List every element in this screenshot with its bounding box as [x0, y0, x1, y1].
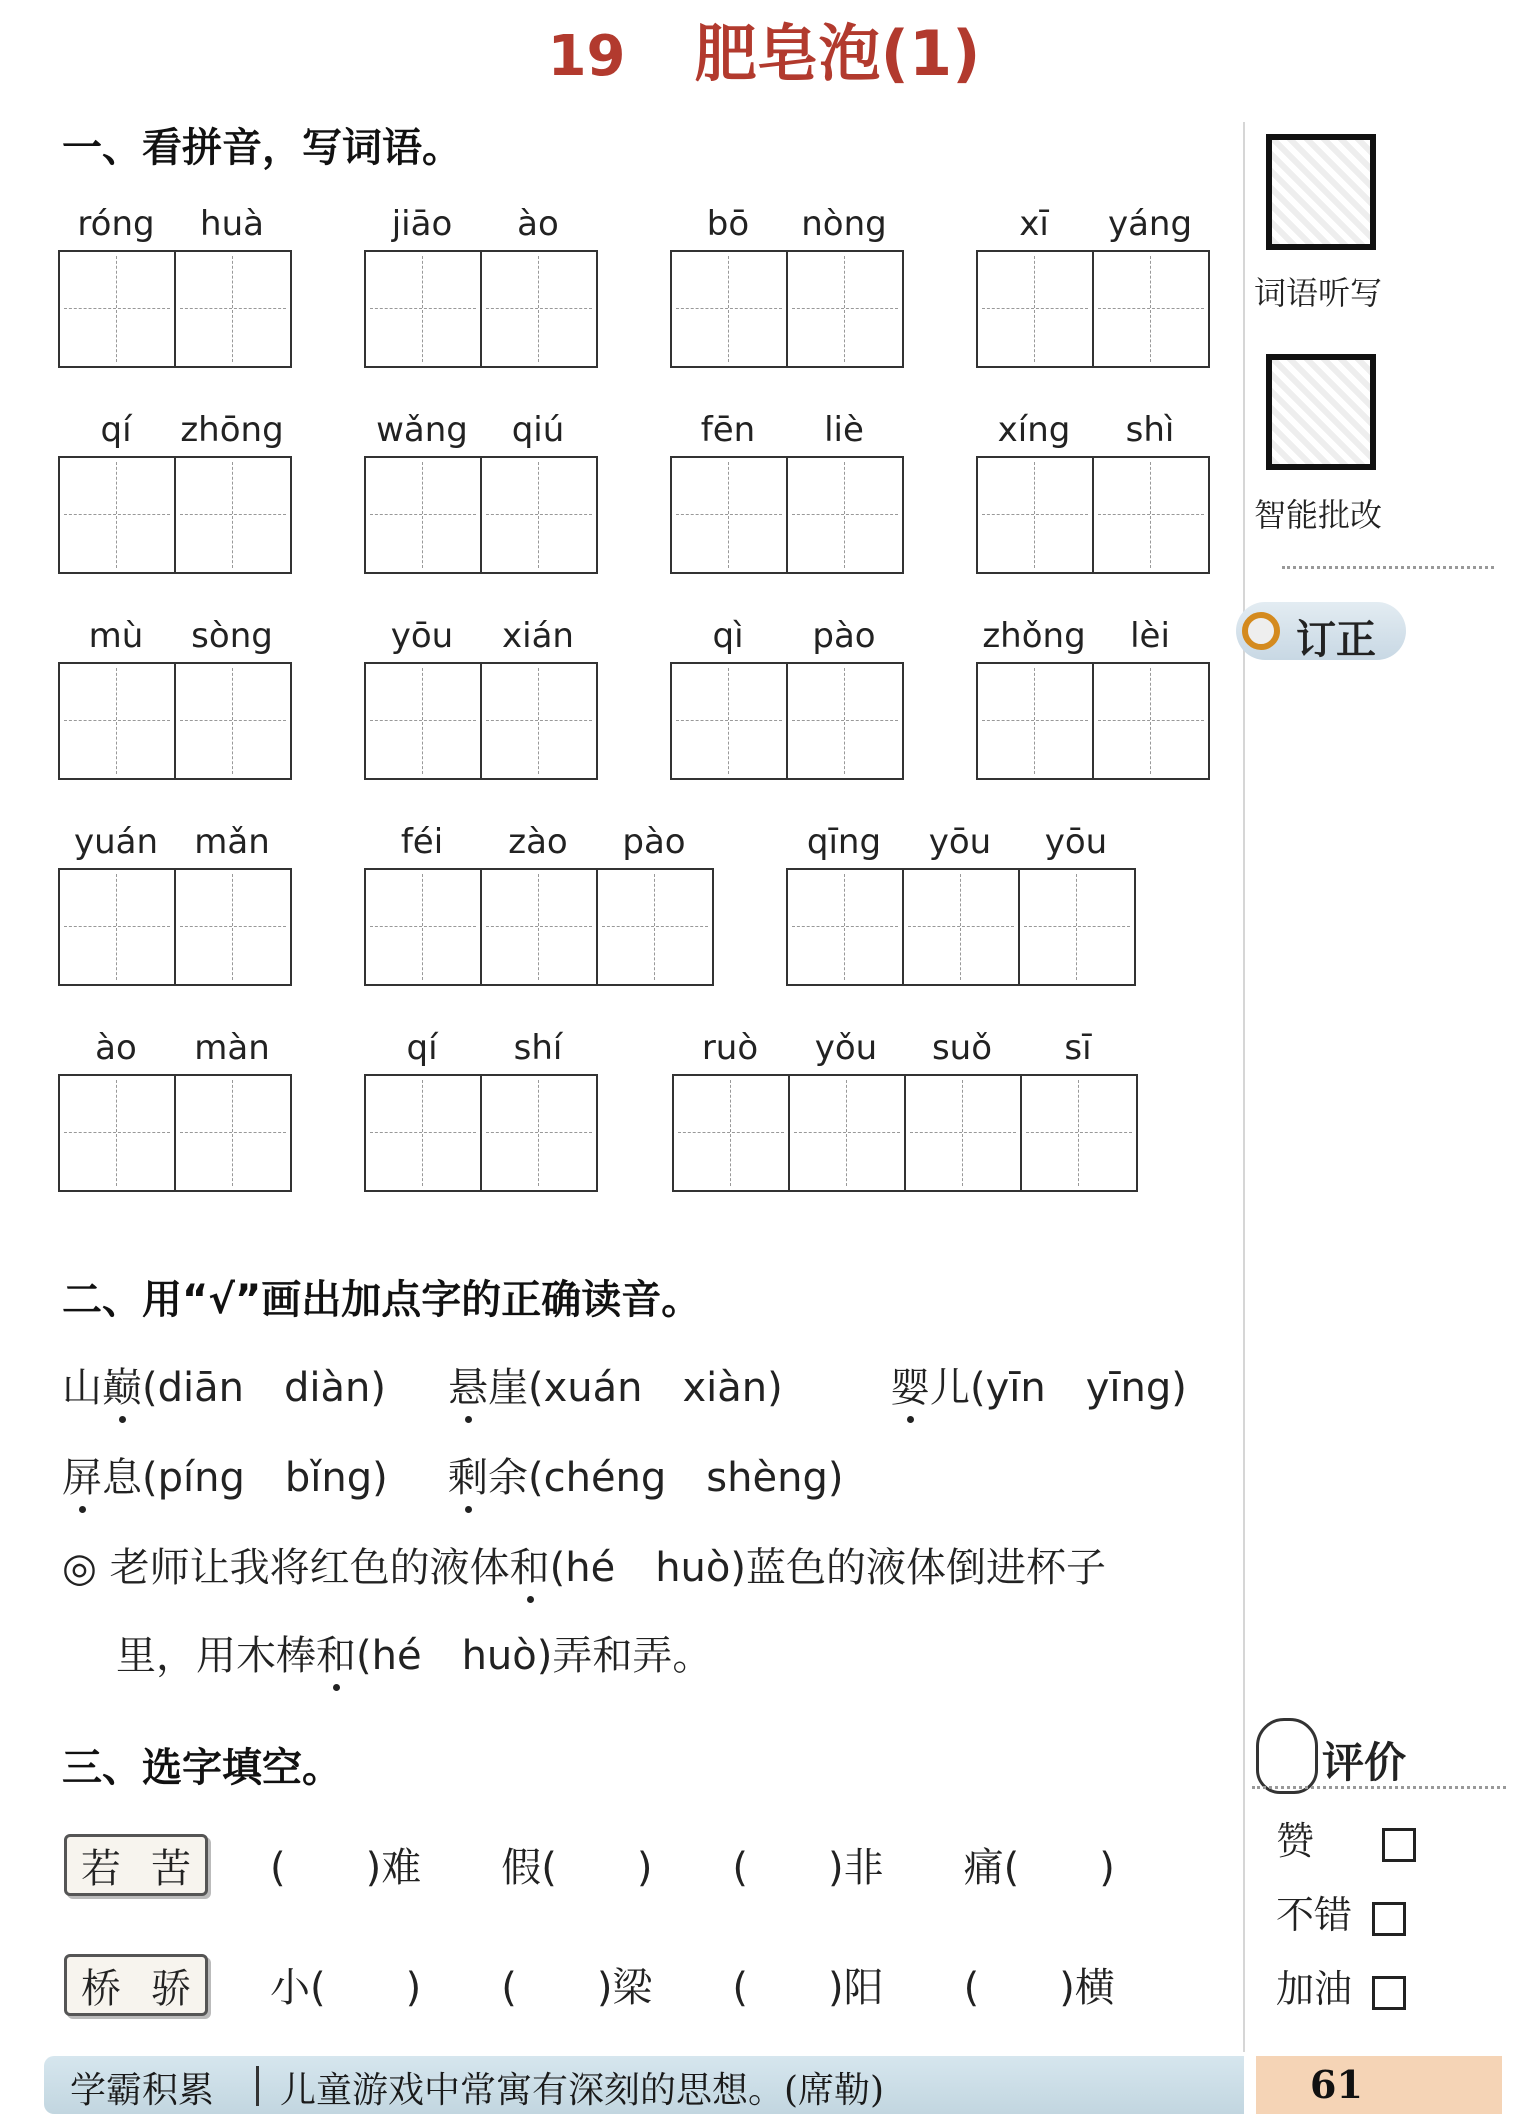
rabbit-icon — [1256, 1718, 1318, 1794]
writing-grid — [670, 662, 904, 780]
writing-grid — [672, 1074, 1138, 1192]
writing-cell[interactable] — [482, 870, 598, 984]
pinyin-label: qí — [100, 410, 132, 450]
pinyin-label: zào — [508, 822, 568, 862]
writing-cell[interactable] — [482, 1076, 596, 1190]
pinyin-label: yuán — [73, 822, 159, 862]
sidebar-dotted-divider — [1282, 566, 1494, 569]
pinyin-label: màn — [194, 1028, 270, 1068]
evaluation-item-good[interactable]: 不错 — [1276, 1884, 1406, 1939]
lesson-title: 肥皂泡(1) — [694, 17, 981, 90]
pinyin-label: shì — [1125, 410, 1175, 450]
writing-cell[interactable] — [978, 664, 1094, 778]
qr-code-icon[interactable] — [1266, 354, 1376, 470]
pinyin-label: liè — [824, 410, 864, 450]
pinyin-label: yōu — [390, 616, 454, 656]
evaluation-item-excellent[interactable]: 赞 — [1276, 1810, 1416, 1865]
pinyin-label: mù — [88, 616, 144, 656]
lesson-number: 19 — [547, 24, 626, 89]
pinyin-label: féi — [400, 822, 444, 862]
pinyin-label: zhǒng — [982, 616, 1086, 656]
writing-grid — [58, 662, 292, 780]
correction-label: 订正 — [1296, 616, 1376, 663]
footer-separator — [256, 2066, 259, 2106]
reading-item-5[interactable]: 剩余(chéng shèng) — [448, 1446, 843, 1503]
writing-grid — [976, 456, 1210, 574]
writing-grid — [364, 868, 714, 986]
writing-grid — [670, 250, 904, 368]
section1-heading: 一、看拼音，写词语。 — [62, 125, 462, 171]
writing-cell[interactable] — [366, 458, 482, 572]
writing-cell[interactable] — [788, 870, 904, 984]
writing-cell[interactable] — [176, 1076, 290, 1190]
qr2-label: 智能批改 — [1254, 496, 1383, 534]
pinyin-label: lèi — [1130, 616, 1170, 656]
pinyin-label: yōu — [928, 822, 992, 862]
writing-grid — [670, 456, 904, 574]
pinyin-label: ào — [95, 1028, 137, 1068]
reading-item-2[interactable]: 悬崖(xuán xiàn) — [448, 1356, 783, 1413]
pinyin-label: nòng — [801, 204, 887, 244]
pinyin-label: qiú — [511, 410, 565, 450]
pinyin-label: yǒu — [814, 1028, 878, 1068]
reading-item-4[interactable]: 屏息(píng bǐng) — [62, 1446, 388, 1503]
section3-heading: 三、选字填空。 — [62, 1745, 342, 1791]
writing-cell[interactable] — [906, 1076, 1022, 1190]
writing-cell[interactable] — [978, 252, 1094, 366]
fill-blank-row-1[interactable]: ( )难 假( ) ( )非 痛( ) — [270, 1845, 1115, 1891]
writing-cell[interactable] — [60, 1076, 176, 1190]
writing-grid — [364, 662, 598, 780]
writing-grid — [364, 250, 598, 368]
writing-cell[interactable] — [672, 458, 788, 572]
writing-grid — [364, 1074, 598, 1192]
footer-label: 学霸积累 — [70, 2070, 215, 2111]
pinyin-label: ào — [517, 204, 559, 244]
writing-cell[interactable] — [904, 870, 1020, 984]
page-number-box — [1256, 2056, 1502, 2114]
pinyin-label: jiāo — [391, 204, 453, 244]
pinyin-label: yáng — [1107, 204, 1193, 244]
pinyin-label: pào — [812, 616, 876, 656]
pinyin-label: suǒ — [931, 1028, 993, 1068]
evaluation-item-keep-going[interactable]: 加油 — [1276, 1958, 1406, 2013]
writing-cell[interactable] — [788, 664, 902, 778]
writing-cell[interactable] — [366, 870, 482, 984]
writing-cell[interactable] — [978, 458, 1094, 572]
writing-cell[interactable] — [788, 458, 902, 572]
pinyin-label: huà — [200, 204, 264, 244]
reading-item-1[interactable]: 山巅(diān diàn) — [62, 1356, 386, 1413]
fill-blank-row-2[interactable]: 小( ) ( )梁 ( )阳 ( )横 — [270, 1965, 1115, 2011]
writing-cell[interactable] — [60, 458, 176, 572]
writing-cell[interactable] — [790, 1076, 906, 1190]
pinyin-label: xī — [1019, 204, 1049, 244]
pinyin-label: pào — [622, 822, 686, 862]
writing-cell[interactable] — [672, 252, 788, 366]
pinyin-label: xián — [502, 616, 574, 656]
pinyin-label: sī — [1064, 1028, 1092, 1068]
writing-cell[interactable] — [1094, 458, 1208, 572]
footer-quote: 儿童游戏中常寓有深刻的思想。(席勒) — [280, 2070, 885, 2111]
checkbox-icon — [1382, 1828, 1416, 1862]
writing-cell[interactable] — [60, 870, 176, 984]
char-choice-tag-1: 若 苦 — [64, 1834, 208, 1896]
checkbox-icon — [1372, 1902, 1406, 1936]
pinyin-label: róng — [77, 204, 155, 244]
writing-grid — [58, 1074, 292, 1192]
pinyin-label: zhōng — [180, 410, 284, 450]
writing-grid — [786, 868, 1136, 986]
writing-cell[interactable] — [176, 870, 290, 984]
pinyin-label: yōu — [1044, 822, 1108, 862]
section2-heading: 二、用“√”画出加点字的正确读音。 — [62, 1277, 702, 1323]
writing-cell[interactable] — [176, 458, 290, 572]
evaluation-title: 评价 — [1322, 1738, 1407, 1787]
writing-cell[interactable] — [366, 252, 482, 366]
bullet-icon: ◎ — [62, 1545, 97, 1591]
pinyin-label: bō — [706, 204, 750, 244]
writing-cell[interactable] — [366, 1076, 482, 1190]
writing-cell[interactable] — [482, 664, 596, 778]
pinyin-label: qì — [712, 616, 744, 656]
page-title — [0, 4, 1528, 93]
writing-cell[interactable] — [1094, 252, 1208, 366]
pinyin-label: wǎng — [376, 410, 468, 450]
writing-grid — [364, 456, 598, 574]
writing-cell[interactable] — [482, 252, 596, 366]
writing-grid — [976, 250, 1210, 368]
checkbox-icon — [1372, 1976, 1406, 2010]
writing-cell[interactable] — [366, 664, 482, 778]
pinyin-label: qīng — [806, 822, 882, 862]
magnifier-icon — [1242, 612, 1280, 650]
writing-cell[interactable] — [176, 664, 290, 778]
sentence-line-2[interactable]: 里，用木棒和(hé huò)弄和弄。 — [116, 1624, 712, 1681]
evaluation-divider — [1252, 1786, 1506, 1789]
char-choice-tag-2: 桥 骄 — [64, 1954, 208, 2016]
writing-cell[interactable] — [672, 664, 788, 778]
writing-cell[interactable] — [598, 870, 712, 984]
writing-cell[interactable] — [482, 458, 596, 572]
writing-grid — [976, 662, 1210, 780]
writing-cell[interactable] — [176, 252, 290, 366]
qr-code-icon[interactable] — [1266, 134, 1376, 250]
writing-cell[interactable] — [60, 664, 176, 778]
pinyin-label: shí — [513, 1028, 563, 1068]
pinyin-label: qí — [406, 1028, 438, 1068]
writing-grid — [58, 250, 292, 368]
writing-grid — [58, 868, 292, 986]
pinyin-label: xíng — [997, 410, 1071, 450]
writing-cell[interactable] — [60, 252, 176, 366]
pinyin-label: ruò — [701, 1028, 759, 1068]
writing-cell[interactable] — [1020, 870, 1134, 984]
writing-cell[interactable] — [674, 1076, 790, 1190]
pinyin-label: fēn — [700, 410, 756, 450]
writing-grid — [58, 456, 292, 574]
writing-cell[interactable] — [1022, 1076, 1136, 1190]
writing-cell[interactable] — [788, 252, 902, 366]
sentence-line-1[interactable]: ◎ 老师让我将红色的液体和(hé huò)蓝色的液体倒进杯子 — [62, 1536, 1106, 1593]
qr1-label: 词语听写 — [1254, 274, 1383, 312]
writing-cell[interactable] — [1094, 664, 1208, 778]
pinyin-label: sòng — [191, 616, 273, 656]
sidebar-divider — [1243, 122, 1245, 2052]
pinyin-label: mǎn — [194, 822, 270, 862]
reading-item-3[interactable]: 婴儿(yīn yīng) — [890, 1356, 1187, 1413]
page-number: 61 — [1310, 2062, 1363, 2107]
